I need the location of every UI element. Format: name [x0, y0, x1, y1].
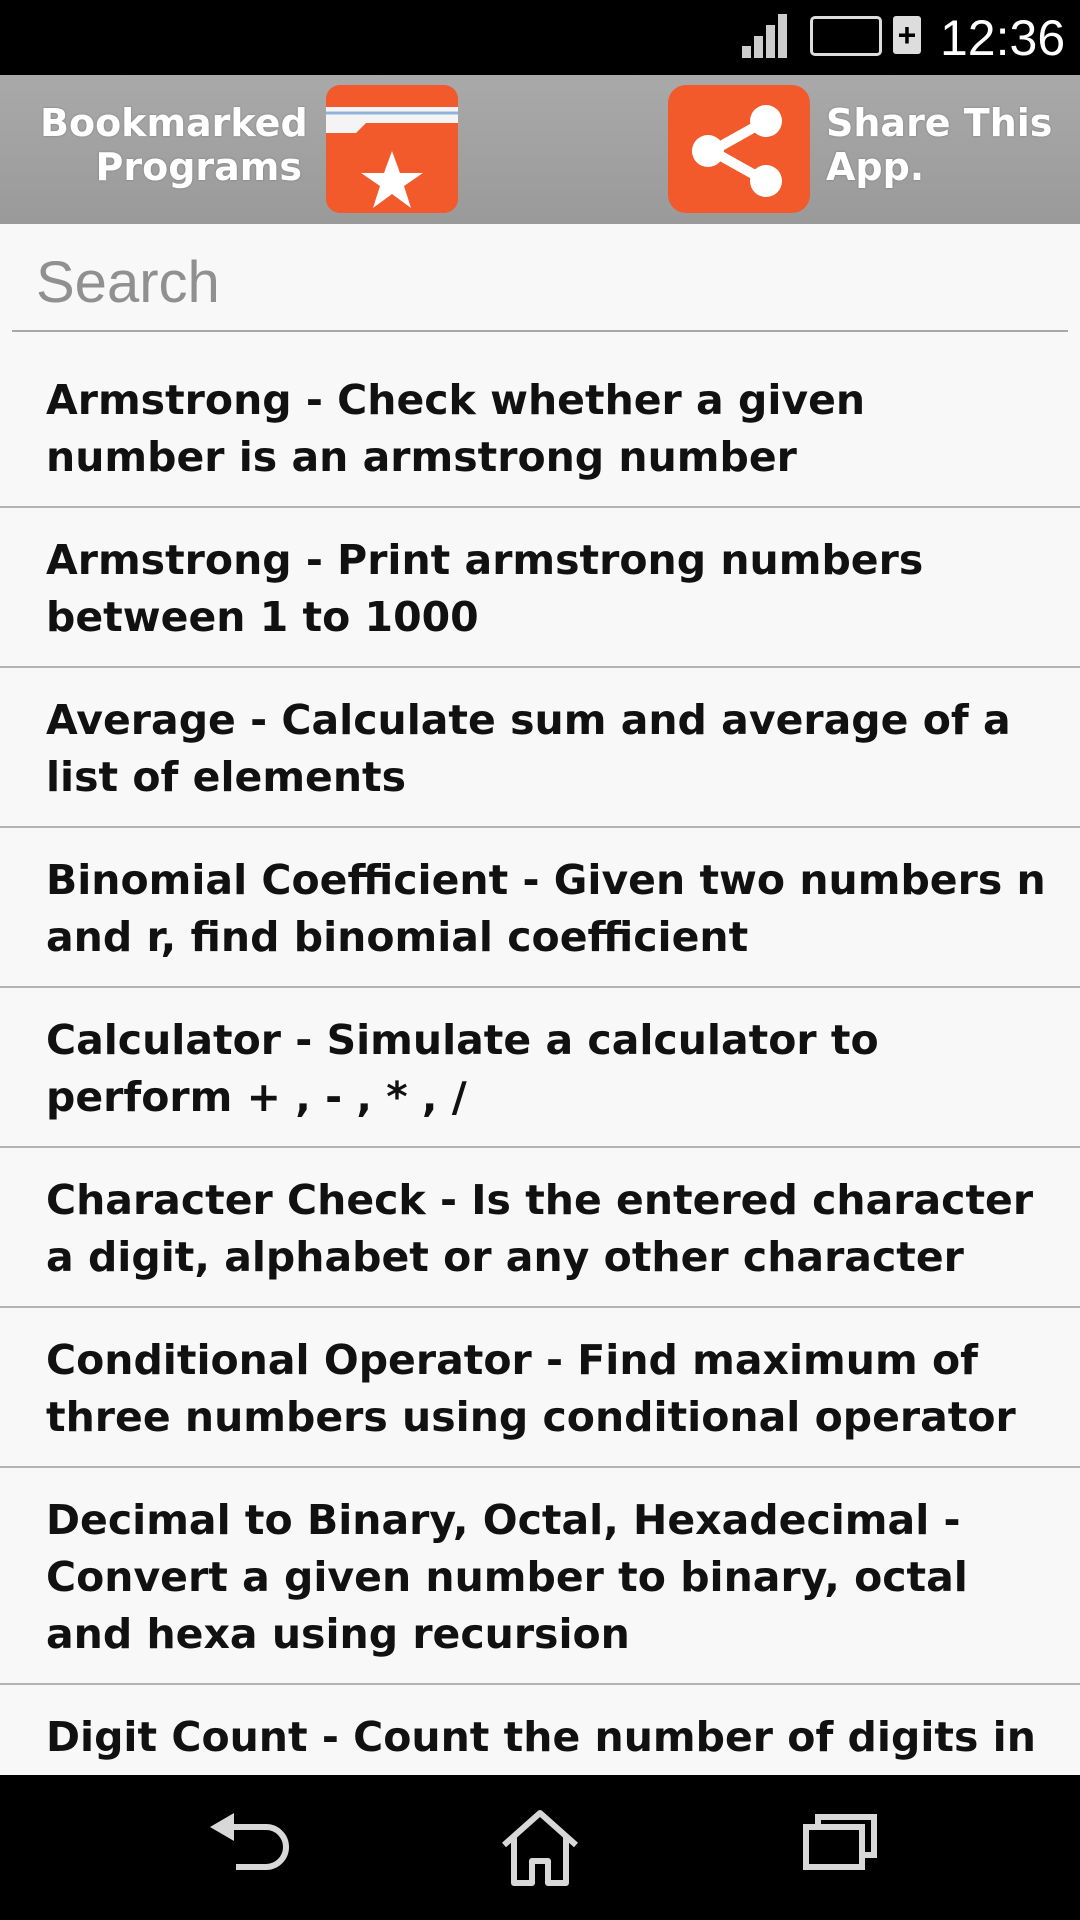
charging-icon: +	[893, 16, 921, 54]
signal-icon	[742, 14, 790, 58]
share-icon[interactable]	[668, 85, 810, 213]
battery-icon	[810, 16, 882, 56]
navigation-bar	[0, 1775, 1080, 1920]
list-item[interactable]: Calculator - Simulate a calculator to perform + , - , * , /	[0, 988, 1080, 1148]
app-header	[0, 75, 1080, 224]
bookmark-star-icon[interactable]	[326, 85, 458, 213]
recent-apps-icon[interactable]	[790, 1805, 890, 1889]
program-list[interactable]	[0, 348, 1080, 1775]
share-label[interactable]: Share This App.	[826, 101, 1053, 189]
clock: 12:36	[940, 10, 1066, 66]
list-item[interactable]: Binomial Coefficient - Given two numbers n and r, find binomial coefficient	[0, 828, 1080, 988]
back-icon[interactable]	[196, 1805, 296, 1889]
battery-percent: 89%	[818, 21, 874, 51]
list-item[interactable]: Average - Calculate sum and average of a list of elements	[0, 668, 1080, 828]
status-bar	[0, 0, 1080, 75]
list-item[interactable]: Armstrong - Print armstrong numbers between 1 to 1000	[0, 508, 1080, 668]
list-item[interactable]: Conditional Operator - Find maximum of three numbers using conditional operator	[0, 1308, 1080, 1468]
search-input[interactable]	[12, 234, 1068, 330]
list-item[interactable]: Armstrong - Check whether a given number is an armstrong number	[0, 348, 1080, 508]
list-item[interactable]: Digit Count - Count the number of digits in	[0, 1685, 1080, 1845]
search-field	[12, 234, 1068, 332]
home-icon[interactable]	[490, 1805, 590, 1889]
list-item[interactable]: Character Check - Is the entered character a digit, alphabet or any other character	[0, 1148, 1080, 1308]
list-item[interactable]: Decimal to Binary, Octal, Hexadecimal - Convert a given number to binary, octal and hexa using recursion	[0, 1468, 1080, 1685]
bookmarks-label[interactable]: Bookmarked Programs	[40, 101, 308, 189]
